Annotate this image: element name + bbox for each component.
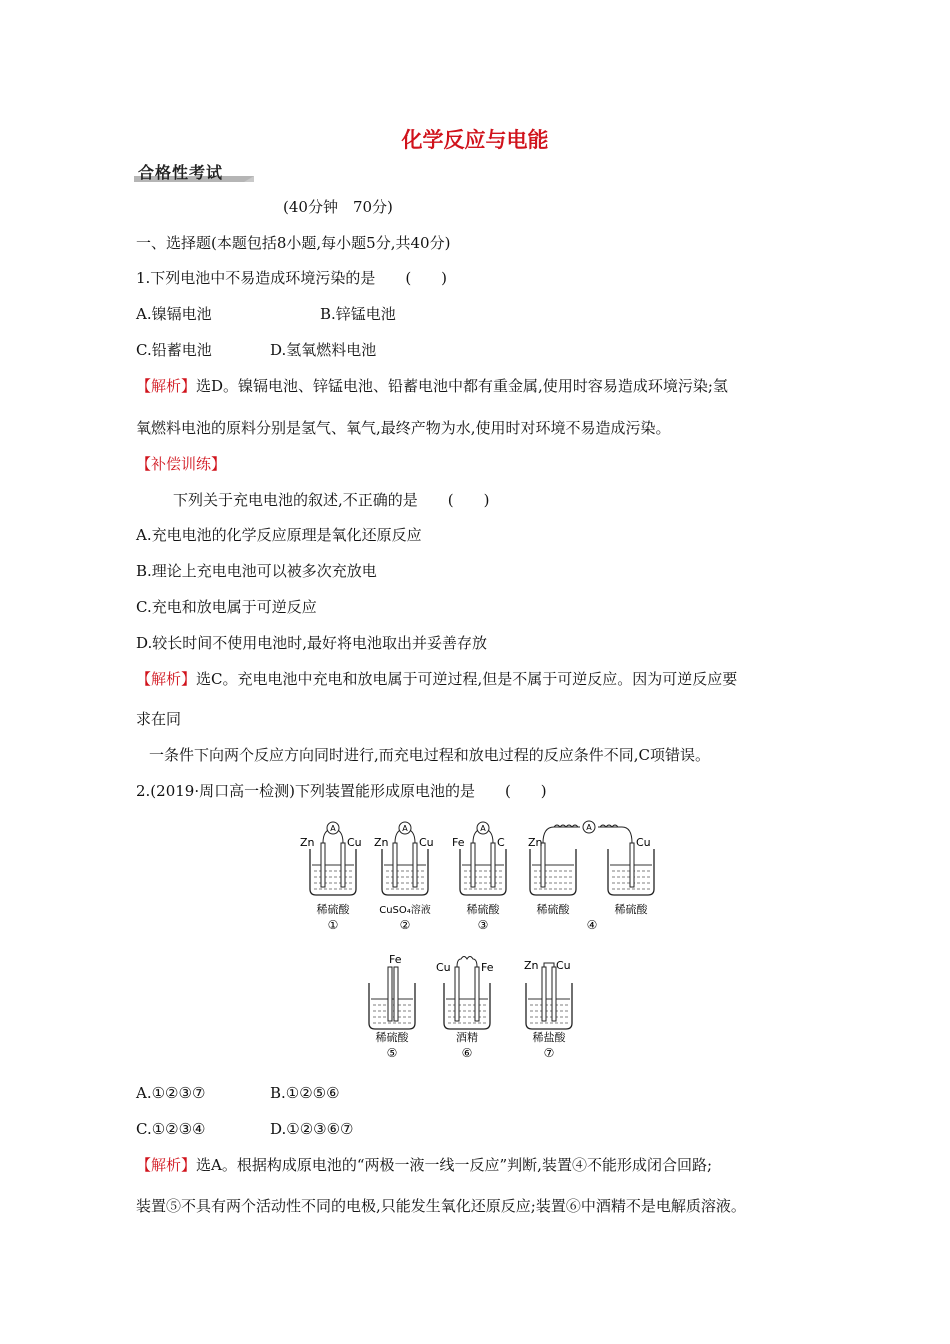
cell-5-number: ⑤ [386,1046,398,1060]
extra-explanation-line2: 求在同 [136,710,182,728]
extra-explanation-line1 [136,669,737,689]
section-title: 合格性考试 [138,163,224,182]
cell-1-number: ① [327,918,339,932]
cell-2-liquid: CuSO₄溶液 [379,905,431,916]
cell-1-liquid: 稀硫酸 [316,903,350,916]
q2-option-d: D.①②③⑥⑦ [270,1120,354,1138]
cell-6-liquid: 酒精 [456,1031,478,1044]
cell-3 [452,822,506,932]
q1-option-b: B.锌锰电池 [320,305,396,323]
q2-explanation-tag: 【解析】 [136,1156,197,1174]
cell-7-liquid: 稀盐酸 [532,1031,566,1044]
q2-explanation-line2: 装置⑤不具有两个活动性不同的电极,只能发生氧化还原反应;装置⑥中酒精不是电解质溶液。 [136,1197,746,1215]
q1-explanation-text: 选D。镍镉电池、锌锰电池、铅蓄电池中都有重金属,使用时容易造成环境污染;氢 [196,377,728,395]
q2-explanation-line1 [136,1155,712,1175]
extra-tag: 【补偿训练】 [136,455,227,473]
extra-option-c: C.充电和放电属于可逆反应 [136,598,317,616]
cell-4-meter: A [586,823,592,832]
cell-6-left-electrode: Cu [436,961,451,974]
cell-4-left-electrode: Zn [528,836,543,849]
cell-4-left-liquid: 稀硫酸 [536,903,570,916]
q2-option-a: A.①②③⑦ [136,1084,206,1102]
cell-2-left-electrode: Zn [374,836,389,849]
extra-stem: 下列关于充电电池的叙述,不正确的是 ( ) [173,491,490,509]
q1-option-c: C.铅蓄电池 [136,341,212,359]
cell-3-left-electrode: Fe [452,836,465,849]
q2-option-c: C.①②③④ [136,1120,206,1138]
cell-4-number: ④ [586,918,598,932]
q1-explanation-line1 [136,376,728,396]
cell-4-right-electrode: Cu [636,836,651,849]
cell-7-left-electrode: Zn [524,959,539,972]
cell-5 [369,953,415,1060]
cell-1-meter: A [330,824,336,833]
cell-3-number: ③ [477,918,489,932]
cell-3-liquid: 稀硫酸 [466,903,500,916]
extra-explanation-line3: 一条件下向两个反应方向同时进行,而充电过程和放电过程的反应条件不同,C项错误。 [149,746,711,764]
cell-5-electrode: Fe [389,953,402,966]
time-score: (40分钟 70分) [283,198,393,216]
extra-option-a: A.充电电池的化学反应原理是氧化还原反应 [136,526,422,544]
cell-6-right-electrode: Fe [481,961,494,974]
cell-4 [528,821,654,932]
extra-explanation-text: 选C。充电电池中充电和放电属于可逆过程,但是不属于可逆反应。因为可逆反应要 [196,670,738,688]
cell-7 [524,959,572,1060]
cell-7-right-electrode: Cu [556,959,571,972]
q2-stem: 2.(2019·周口高一检测)下列装置能形成原电池的是 ( ) [136,782,547,800]
q1-option-a: A.镍镉电池 [136,305,212,323]
cell-3-meter: A [480,824,486,833]
cell-2-number: ② [399,918,411,932]
cell-7-number: ⑦ [543,1046,555,1060]
q2-option-b: B.①②⑤⑥ [270,1084,340,1102]
extra-explanation-tag: 【解析】 [136,670,197,688]
cell-1 [300,822,362,932]
part-heading: 一、选择题(本题包括8小题,每小题5分,共40分) [136,234,451,252]
extra-option-b: B.理论上充电电池可以被多次充放电 [136,562,377,580]
cell-5-liquid: 稀硫酸 [375,1031,409,1044]
q1-stem: 1.下列电池中不易造成环境污染的是 ( ) [136,269,448,287]
cell-4-right-liquid: 稀硫酸 [614,903,648,916]
q1-option-d: D.氢氧燃料电池 [270,341,377,359]
galvanic-cells-figure [290,815,660,1065]
cell-1-right-electrode: Cu [347,836,362,849]
q1-explanation-line2: 氧燃料电池的原料分别是氢气、氧气,最终产物为水,使用时对环境不易造成污染。 [136,419,671,437]
page-title: 化学反应与电能 [401,128,549,152]
cell-2-right-electrode: Cu [419,836,434,849]
cell-6 [436,957,494,1061]
cell-6-number: ⑥ [461,1046,473,1060]
q1-explanation-tag: 【解析】 [136,377,197,395]
extra-option-d: D.较长时间不使用电池时,最好将电池取出并妥善存放 [136,634,488,652]
q2-explanation-text: 选A。根据构成原电池的“两极一液一线一反应”判断,装置④不能形成闭合回路; [196,1156,713,1174]
cell-2 [374,822,434,932]
cell-1-left-electrode: Zn [300,836,315,849]
cell-3-right-electrode: C [497,836,505,849]
cell-2-meter: A [402,824,408,833]
